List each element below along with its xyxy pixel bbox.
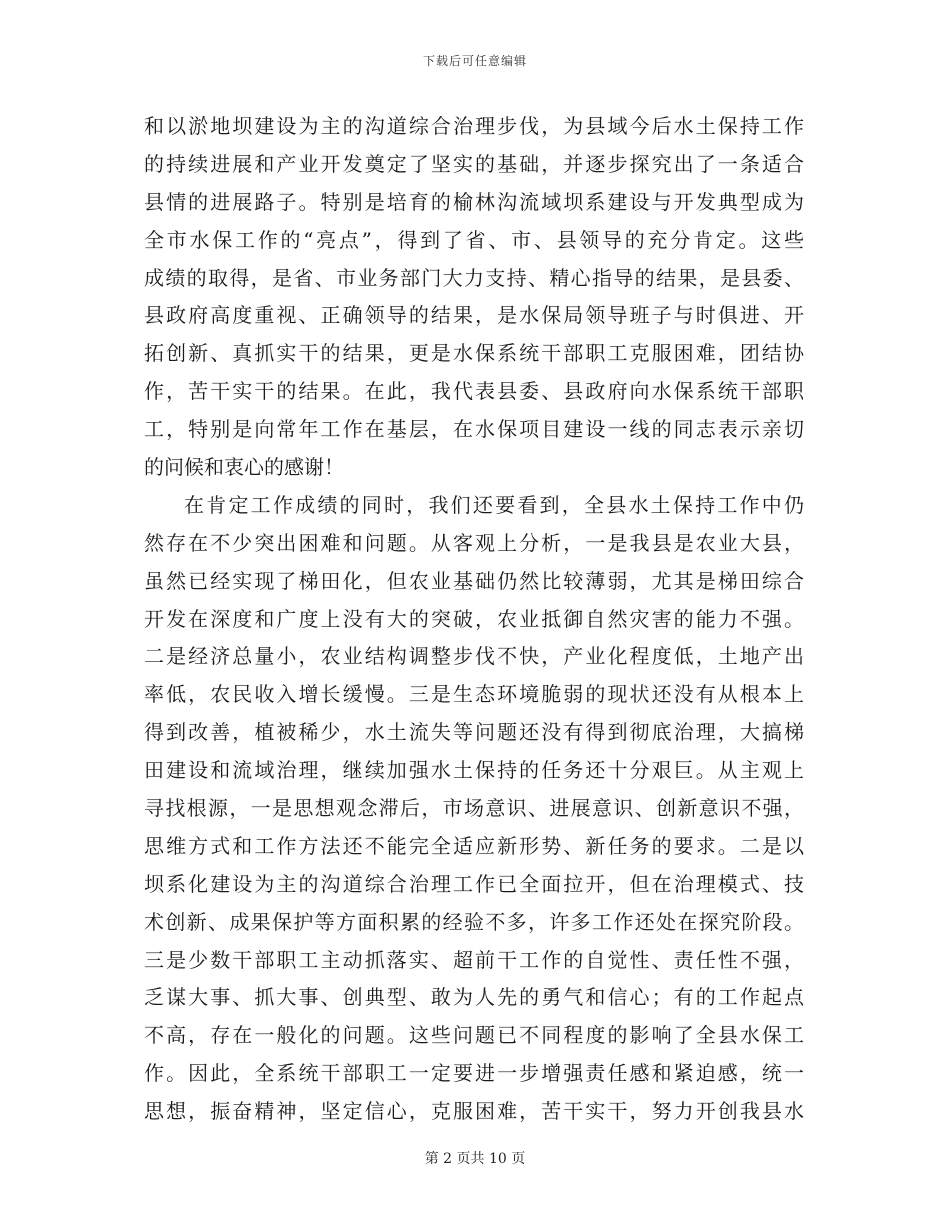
text-line: 然存在不少突出困难和问题。从客观上分析，一是我县是农业大县， <box>144 530 804 555</box>
text-line: 三是少数干部职工主动抓落实、超前干工作的自觉性、责任性不强， <box>144 947 804 972</box>
text-line: 不高，存在一般化的问题。这些问题已不同程度的影响了全县水保工 <box>144 1023 804 1048</box>
text-line: 乏谋大事、抓大事、创典型、敢为人先的勇气和信心；有的工作起点 <box>144 985 804 1010</box>
text-line: 思维方式和工作方法还不能完全适应新形势、新任务的要求。二是以 <box>144 833 804 858</box>
paragraph-start-line: 在肯定工作成绩的同时，我们还要看到，全县水土保持工作中仍 <box>184 492 804 517</box>
text-line: 县情的进展路子。特别是培育的榆林沟流域坝系建设与开发典型成为 <box>144 189 804 214</box>
text-line: 寻找根源，一是思想观念滞后，市场意识、进展意识、创新意识不强， <box>144 796 804 821</box>
paragraph-end-line: 的问候和衷心的感谢！ <box>144 455 344 480</box>
text-line: 率低，农民收入增长缓慢。三是生态环境脆弱的现状还没有从根本上 <box>144 682 804 707</box>
text-line: 术创新、成果保护等方面积累的经验不多，许多工作还处在探究阶段。 <box>144 909 804 934</box>
text-line: 县政府高度重视、正确领导的结果，是水保局领导班子与时俱进、开 <box>144 303 804 328</box>
text-line: 坝系化建设为主的沟道综合治理工作已全面拉开，但在治理模式、技 <box>144 871 804 896</box>
page-number: 第 2 页共 10 页 <box>424 1151 526 1167</box>
body-text <box>144 108 804 1131</box>
text-line: 作，苦干实干的结果。在此，我代表县委、县政府向水保系统干部职 <box>144 379 804 404</box>
text-line: 得到改善，植被稀少，水土流失等问题还没有得到彻底治理，大搞梯 <box>144 720 804 745</box>
text-line: 全市水保工作的“亮点”，得到了省、市、县领导的充分肯定。这些 <box>144 227 804 252</box>
text-line: 田建设和流域治理，继续加强水土保持的任务还十分艰巨。从主观上 <box>144 758 804 783</box>
text-line: 二是经济总量小，农业结构调整步伐不快，产业化程度低，土地产出 <box>144 644 804 669</box>
text-line: 和以淤地坝建设为主的沟道综合治理步伐，为县域今后水土保持工作 <box>144 114 804 138</box>
text-line: 作。因此，全系统干部职工一定要进一步增强责任感和紧迫感，统一 <box>144 1061 804 1086</box>
page-header-note: 下载后可任意编辑 <box>422 54 527 68</box>
text-line: 虽然已经实现了梯田化，但农业基础仍然比较薄弱，尤其是梯田综合 <box>144 568 804 593</box>
text-line: 拓创新、真抓实干的结果，更是水保系统干部职工克服困难，团结协 <box>144 341 804 366</box>
text-line: 成绩的取得，是省、市业务部门大力支持、精心指导的结果，是县委、 <box>144 265 804 290</box>
text-line: 思想，振奋精神，坚定信心，克服困难，苦干实干，努力开创我县水 <box>144 1099 804 1124</box>
text-line: 开发在深度和广度上没有大的突破，农业抵御自然灾害的能力不强。 <box>144 606 804 631</box>
text-line: 的持续进展和产业开发奠定了坚实的基础，并逐步探究出了一条适合 <box>144 151 804 176</box>
text-line: 工，特别是向常年工作在基层，在水保项目建设一线的同志表示亲切 <box>144 417 804 442</box>
